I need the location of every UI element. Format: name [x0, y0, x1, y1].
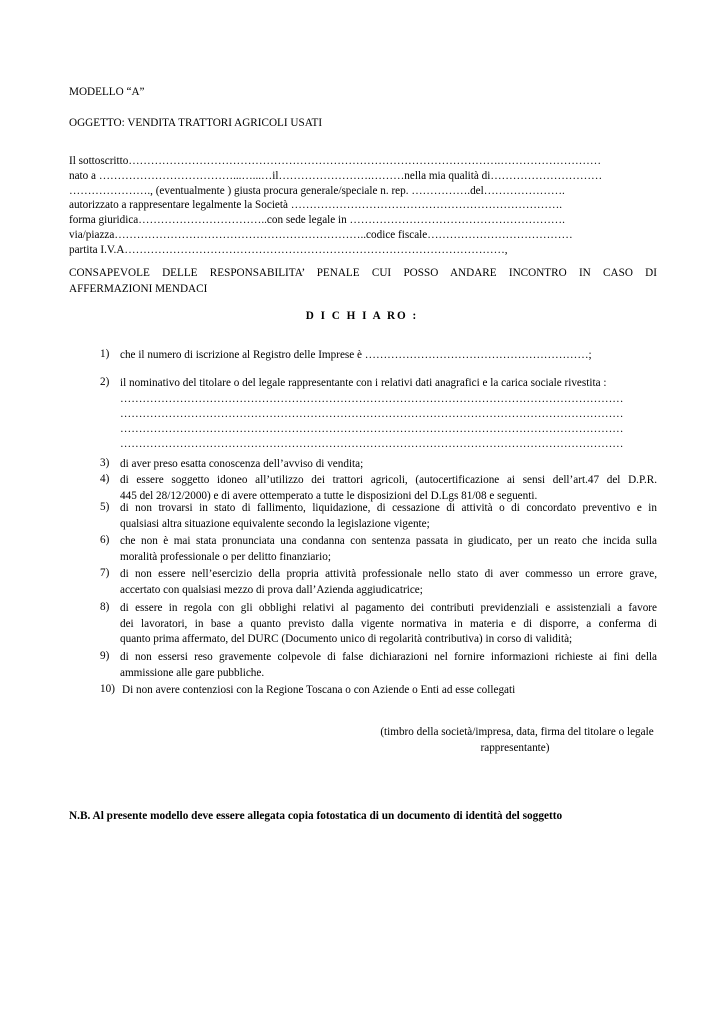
item-text-line: dei lavoratori, in base a quanto previsto dalla vigente normativa in materia e di disporre, a conferma di [120, 617, 657, 630]
item-text-line: di non trovarsi in stato di fallimento, liquidazione, di cessazione di attività o di concordato preventivo e in [120, 502, 657, 514]
intro-line-vat: partita I.V.A…………………………………………………………………………………………, [69, 243, 508, 256]
awareness-line-2: AFFERMAZIONI MENDACI [69, 283, 208, 295]
fill-in-line: ……………………………………………………………………………………………………………………… [120, 423, 624, 436]
item-text-line: ammissione alle gare pubbliche. [120, 666, 265, 679]
model-label: MODELLO “A” [69, 86, 145, 98]
item-text-line: di non essere nell’esercizio della propria attività professionale nello stato di aver commesso un errore grave, [120, 568, 657, 580]
item-number: 2) [100, 376, 110, 388]
item-text-line: accertato con qualsiasi mezzo di prova dall’Azienda aggiudicatrice; [120, 583, 423, 596]
item-text: di aver preso esatta conoscenza dell’avviso di vendita; [120, 458, 364, 470]
signature-caption-line-1: (timbro della società/impresa, data, firma del titolare o legale [380, 726, 654, 738]
item-text-line: che non è mai stata pronunciata una condanna con sentenza passata in giudicato, per un reato che incida sulla [120, 535, 657, 547]
item-number: 5) [100, 501, 110, 513]
item-text: che il numero di iscrizione al Registro delle Imprese è ……………………………………………………; [120, 349, 592, 361]
awareness-statement [69, 265, 657, 297]
intro-line-address: via/piazza…………………………………………………………..codice fiscale………………………………… [69, 228, 573, 241]
footnote: N.B. Al presente modello deve essere allegata copia fotostatica di un documento di identità del soggetto [69, 810, 563, 822]
item-text-line: moralità professionale o per delitto finanziario; [120, 550, 331, 563]
fill-in-line: ……………………………………………………………………………………………………………………… [120, 392, 624, 405]
item-number: 1) [100, 348, 110, 360]
item-text-line: di essere soggetto idoneo all’utilizzo dei trattori agricoli, (autocertificazione ai sensi dell’art.47 del D.P.R. [120, 474, 657, 486]
item-text-line: 445 del 28/12/2000) e di avere ottemperato a tutte le disposizioni del D.Lgs 81/08 e seguenti. [120, 489, 538, 502]
intro-line-procura: …………………., (eventualmente ) giusta procura generale/speciale n. rep. …………….del…………………. [69, 184, 565, 197]
intro-line-birth: nato a ………………………………...…...…il…………………….………nella mia qualità di………………………… [69, 169, 603, 182]
signature-caption-line-2: rappresentante) [480, 741, 550, 754]
item-number: 4) [100, 473, 110, 485]
fill-in-line: ……………………………………………………………………………………………………………………… [120, 438, 624, 451]
item-number: 9) [100, 650, 110, 662]
awareness-line-1: CONSAPEVOLE DELLE RESPONSABILITA’ PENALE CUI POSSO ANDARE INCONTRO IN CASO DI [69, 267, 657, 279]
signature-block [300, 725, 690, 756]
item-text: il nominativo del titolare o del legale rappresentante con i relativi dati anagrafici e la carica sociale rivestita : [120, 377, 607, 389]
item-text-line: qualsiasi altra situazione equivalente secondo la legislazione vigente; [120, 517, 430, 530]
item-text: Di non avere contenziosi con la Regione Toscana o con Aziende o Enti ad esse collegati [122, 684, 516, 696]
item-number: 7) [100, 567, 110, 579]
item-number: 10) [100, 683, 115, 695]
item-text-line: quanto prima affermato, del DURC (Documento unico di regolarità contributiva) in corso di validità; [120, 633, 573, 646]
item-text-line: di essere in regola con gli obblighi relativi al pagamento dei contributi previdenziali e assistenziali a favore [120, 602, 657, 614]
item-number: 3) [100, 457, 110, 469]
subject-line: OGGETTO: VENDITA TRATTORI AGRICOLI USATI [69, 117, 323, 129]
declarant-info-block [69, 154, 659, 258]
item-number: 8) [100, 601, 110, 613]
item-text-line: di non essersi reso gravemente colpevole di false dichiarazioni nel fornire informazioni richieste ai fini della [120, 651, 657, 663]
intro-line-company: autorizzato a rappresentare legalmente la Società ………………………………………………………………. [69, 199, 563, 212]
item-number: 6) [100, 534, 110, 546]
intro-line-name: Il sottoscritto……………………………………………………………………………………….……………………… [69, 155, 602, 167]
intro-line-legal-form: forma giuridica……………………………..con sede legale in …………………………………………………. [69, 214, 565, 227]
declare-heading: D I C H I A RO : [305, 310, 419, 322]
fill-in-line: ……………………………………………………………………………………………………………………… [120, 407, 624, 420]
